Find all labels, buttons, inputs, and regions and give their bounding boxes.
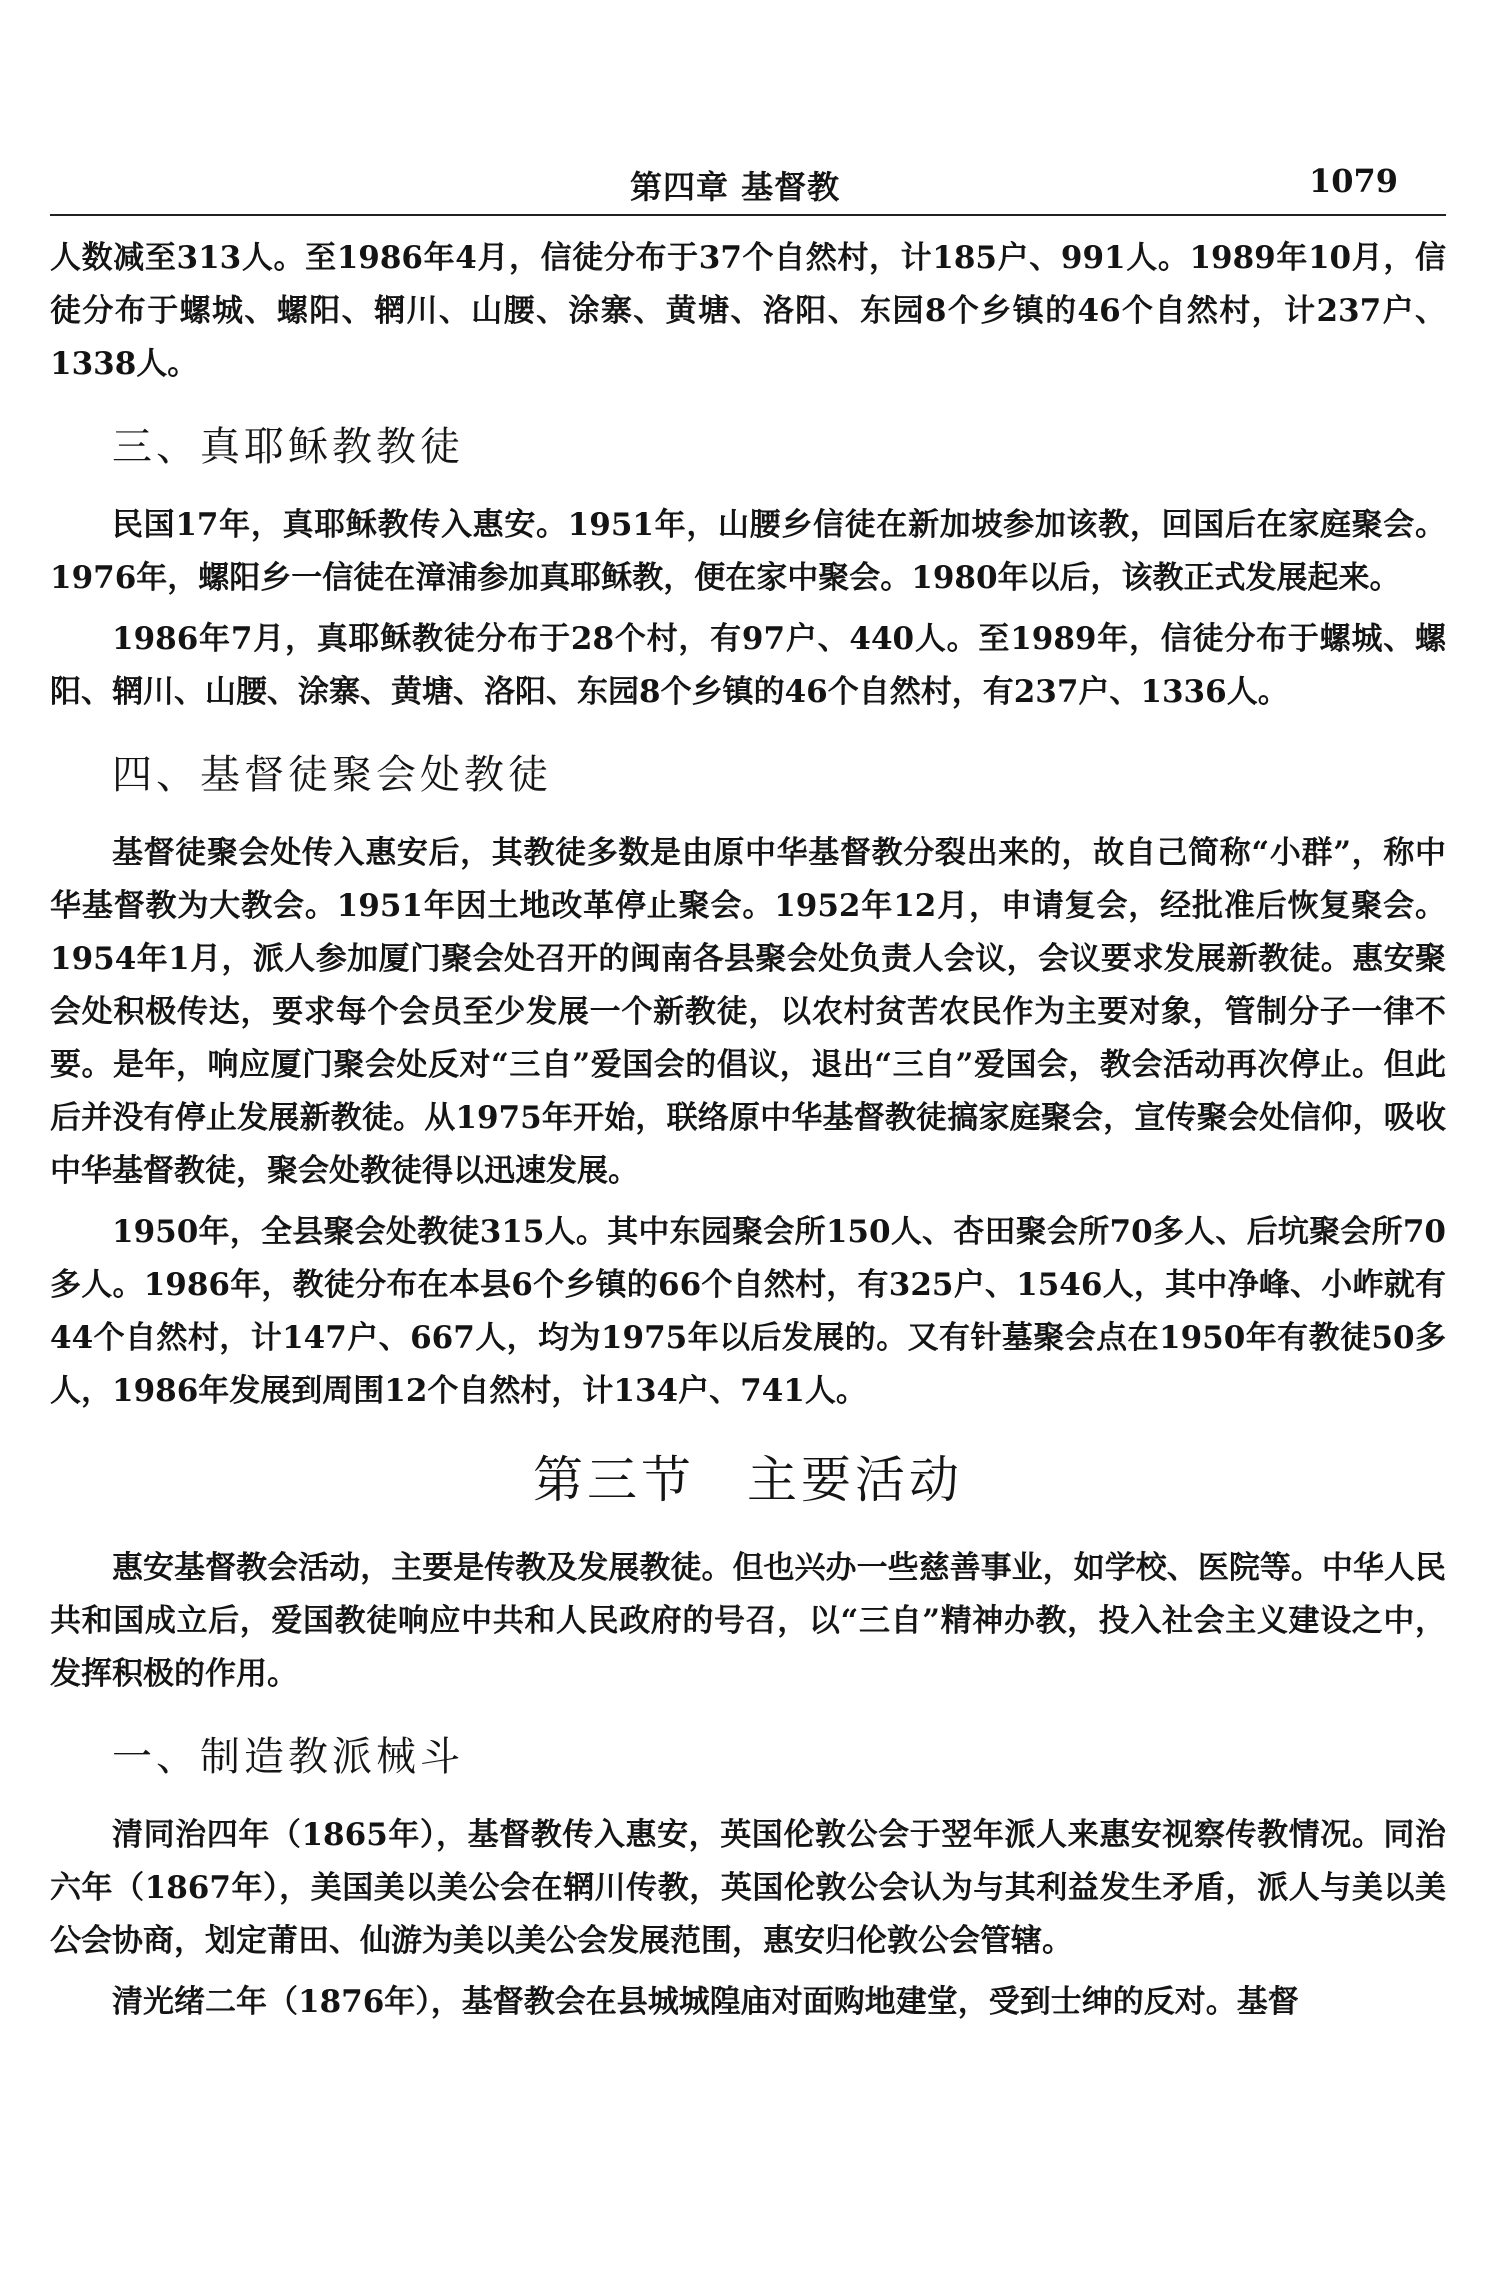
subsection-heading: 三、真耶稣教教徒 bbox=[112, 424, 464, 470]
subsection-heading: 四、基督徒聚会处教徒 bbox=[112, 752, 552, 798]
section-heading bbox=[50, 1448, 1446, 1512]
chapter-title: 第四章 基督教 bbox=[630, 168, 841, 206]
section-title: 主要活动 bbox=[747, 1451, 963, 1509]
paragraph: 清光绪二年（1876年），基督教会在县城城隍庙对面购地建堂，受到士绅的反对。基督 bbox=[112, 1984, 1299, 2020]
paragraph: 惠安基督教会活动，主要是传教及发展教徒。但也兴办一些慈善事业，如学校、医院等。中华人民共和国成立后，爱国教徒响应中共和人民政府的号召，以“三自”精神办教，投入社会主义建设之中，发挥积极的作用。 bbox=[50, 1550, 1446, 1692]
book-page bbox=[50, 0, 1446, 2294]
page-number: 1079 bbox=[1308, 162, 1398, 200]
paragraph: 清同治四年（1865年），基督教传入惠安，英国伦敦公会于翌年派人来惠安视察传教情况。同治六年（1867年），美国美以美公会在辋川传教，英国伦敦公会认为与其利益发生矛盾，派人与美以美公会协商，划定莆田、仙游为美以美公会发展范围，惠安归伦敦公会管辖。 bbox=[50, 1817, 1446, 1959]
paragraph: 1986年7月，真耶稣教徒分布于28个村，有97户、440人。至1989年，信徒分布于螺城、螺阳、辋川、山腰、涂寨、黄塘、洛阳、东园8个乡镇的46个自然村，有237户、1336人。 bbox=[50, 621, 1446, 710]
paragraph: 1950年，全县聚会处教徒315人。其中东园聚会所150人、杏田聚会所70多人、后坑聚会所70多人。1986年，教徒分布在本县6个乡镇的66个自然村，有325户、1546人，其中净峰、小岞就有44个自然村，计147户、667人，均为1975年以后发展的。又有针墓聚会点在1950年有教徒50多人，1986年发展到周围12个自然村，计134户、741人。 bbox=[50, 1214, 1446, 1409]
paragraph: 人数减至313人。至1986年4月，信徒分布于37个自然村，计185户、991人。1989年10月，信徒分布于螺城、螺阳、辋川、山腰、涂寨、黄塘、洛阳、东园8个乡镇的46个自然村，计237户、1338人。 bbox=[50, 240, 1446, 382]
page-body bbox=[50, 232, 1446, 2037]
paragraph: 基督徒聚会处传入惠安后，其教徒多数是由原中华基督教分裂出来的，故自己简称“小群”，称中华基督教为大教会。1951年因土地改革停止聚会。1952年12月，申请复会，经批准后恢复聚会。1954年1月，派人参加厦门聚会处召开的闽南各县聚会处负责人会议，会议要求发展新教徒。惠安聚会处积极传达，要求每个会员至少发展一个新教徒，以农村贫苦农民作为主要对象，管制分子一律不要。是年，响应厦门聚会处反对“三自”爱国会的倡议，退出“三自”爱国会，教会活动再次停止。但此后并没有停止发展新教徒。从1975年开始，联络原中华基督教徒搞家庭聚会，宣传聚会处信仰，吸收中华基督教徒，聚会处教徒得以迅速发展。 bbox=[50, 835, 1446, 1189]
running-header bbox=[50, 158, 1446, 216]
section-number: 第三节 bbox=[533, 1451, 695, 1509]
subsection-heading: 一、制造教派械斗 bbox=[112, 1734, 464, 1780]
paragraph: 民国17年，真耶稣教传入惠安。1951年，山腰乡信徒在新加坡参加该教，回国后在家庭聚会。1976年，螺阳乡一信徒在漳浦参加真耶稣教，便在家中聚会。1980年以后，该教正式发展起来。 bbox=[50, 507, 1446, 596]
